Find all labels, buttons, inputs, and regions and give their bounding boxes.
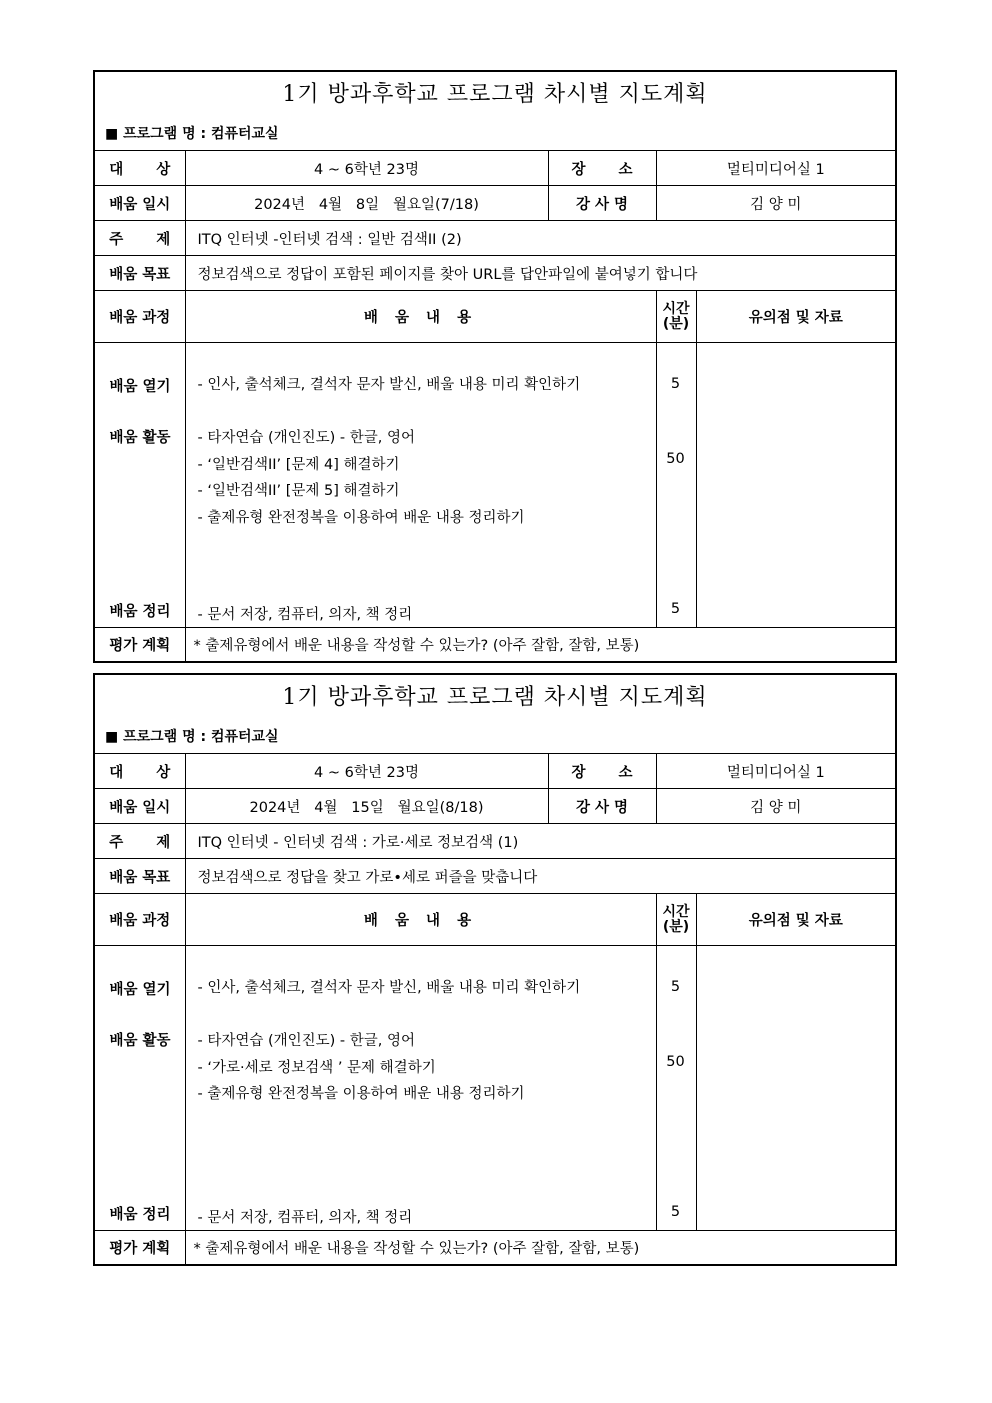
- evaluation-label: 평가 계획: [95, 628, 185, 661]
- activity-line: - 타자연습 (개인진도) - 한글, 영어: [197, 430, 416, 446]
- place-label: 장 소: [548, 754, 656, 789]
- topic-value: ITQ 인터넷 -인터넷 검색 : 일반 검색II (2): [185, 221, 895, 256]
- content-header: 배 움 내 용: [185, 291, 656, 343]
- topic-value: ITQ 인터넷 - 인터넷 검색 : 가로·세로 정보검색 (1): [185, 824, 895, 859]
- stage-close: 배움 정리: [109, 1207, 171, 1223]
- stage-open: 배움 열기: [109, 379, 171, 395]
- goal-value: 정보검색으로 정답을 찾고 가로•세로 퍼즐을 맞춥니다: [185, 859, 895, 894]
- time-header-line1: 시간: [662, 300, 690, 317]
- time-column: [656, 946, 696, 1231]
- topic-label: 주 제: [95, 824, 185, 859]
- teacher-value: 김 양 미: [656, 789, 895, 824]
- close-line: - 문서 저장, 컴퓨터, 의자, 책 정리: [197, 607, 413, 623]
- goal-label: 배움 목표: [95, 256, 185, 291]
- date-value: 2024년 4월 15일 월요일(8/18): [185, 789, 548, 824]
- time-close: 5: [670, 1204, 681, 1220]
- activity-line: - ‘일반검색II’ [문제 4] 해결하기: [197, 457, 400, 473]
- activity-line: - 타자연습 (개인진도) - 한글, 영어: [197, 1033, 416, 1049]
- topic-label: 주 제: [95, 221, 185, 256]
- program-name: ■ 프로그램 명 : 컴퓨터교실: [105, 729, 279, 745]
- plan-title: 1기 방과후학교 프로그램 차시별 지도계획: [282, 685, 708, 710]
- time-close: 5: [670, 601, 681, 617]
- goal-label: 배움 목표: [95, 859, 185, 894]
- process-header: 배움 과정: [95, 291, 185, 343]
- stage-activity: 배움 활동: [109, 430, 171, 446]
- time-header-line1: 시간: [662, 903, 690, 920]
- target-value: 4 ~ 6학년 23명: [185, 151, 548, 186]
- time-open: 5: [670, 979, 681, 995]
- place-value: 멀티미디어실 1: [656, 151, 895, 186]
- time-open: 5: [670, 376, 681, 392]
- date-value: 2024년 4월 8일 월요일(7/18): [185, 186, 548, 221]
- stage-close: 배움 정리: [109, 604, 171, 620]
- close-line: - 문서 저장, 컴퓨터, 의자, 책 정리: [197, 1210, 413, 1226]
- notes-column: [696, 343, 895, 628]
- activity-line: - 출제유형 완전정복을 이용하여 배운 내용 정리하기: [197, 510, 525, 526]
- teacher-label: 강 사 명: [548, 789, 656, 824]
- target-value: 4 ~ 6학년 23명: [185, 754, 548, 789]
- plan-table: [95, 150, 895, 661]
- time-header-line2: (분): [662, 918, 690, 935]
- time-header-line2: (분): [662, 315, 690, 332]
- time-activity: 50: [666, 451, 685, 467]
- notes-header: 유의점 및 자료: [696, 894, 895, 946]
- notes-header: 유의점 및 자료: [696, 291, 895, 343]
- time-header: [656, 291, 696, 343]
- evaluation-label: 평가 계획: [95, 1231, 185, 1264]
- stage-open: 배움 열기: [109, 982, 171, 998]
- teacher-value: 김 양 미: [656, 186, 895, 221]
- lesson-plan-1: [93, 70, 897, 663]
- time-header: [656, 894, 696, 946]
- activity-line: - 출제유형 완전정복을 이용하여 배운 내용 정리하기: [197, 1086, 525, 1102]
- target-label: 대 상: [95, 754, 185, 789]
- content-header: 배 움 내 용: [185, 894, 656, 946]
- place-value: 멀티미디어실 1: [656, 754, 895, 789]
- open-line: - 인사, 출석체크, 결석자 문자 발신, 배울 내용 미리 확인하기: [197, 980, 581, 996]
- plan-table: [95, 753, 895, 1264]
- evaluation-value: * 출제유형에서 배운 내용을 작성할 수 있는가? (아주 잘함, 잘함, 보통): [185, 628, 895, 661]
- date-label: 배움 일시: [95, 186, 185, 221]
- activity-line: - ‘가로·세로 정보검색 ’ 문제 해결하기: [197, 1060, 436, 1076]
- activity-line: - ‘일반검색II’ [문제 5] 해결하기: [197, 483, 400, 499]
- stage-column: [95, 343, 185, 628]
- program-name: ■ 프로그램 명 : 컴퓨터교실: [105, 126, 279, 142]
- content-column: [185, 946, 656, 1231]
- open-line: - 인사, 출석체크, 결석자 문자 발신, 배울 내용 미리 확인하기: [197, 377, 581, 393]
- place-label: 장 소: [548, 151, 656, 186]
- target-label: 대 상: [95, 151, 185, 186]
- time-column: [656, 343, 696, 628]
- time-activity: 50: [666, 1054, 685, 1070]
- teacher-label: 강 사 명: [548, 186, 656, 221]
- evaluation-value: * 출제유형에서 배운 내용을 작성할 수 있는가? (아주 잘함, 잘함, 보통): [185, 1231, 895, 1264]
- stage-activity: 배움 활동: [109, 1033, 171, 1049]
- content-column: [185, 343, 656, 628]
- plan-title: 1기 방과후학교 프로그램 차시별 지도계획: [282, 82, 708, 107]
- date-label: 배움 일시: [95, 789, 185, 824]
- process-header: 배움 과정: [95, 894, 185, 946]
- notes-column: [696, 946, 895, 1231]
- goal-value: 정보검색으로 정답이 포함된 페이지를 찾아 URL를 답안파일에 붙여넣기 합니다: [185, 256, 895, 291]
- stage-column: [95, 946, 185, 1231]
- lesson-plan-2: [93, 673, 897, 1266]
